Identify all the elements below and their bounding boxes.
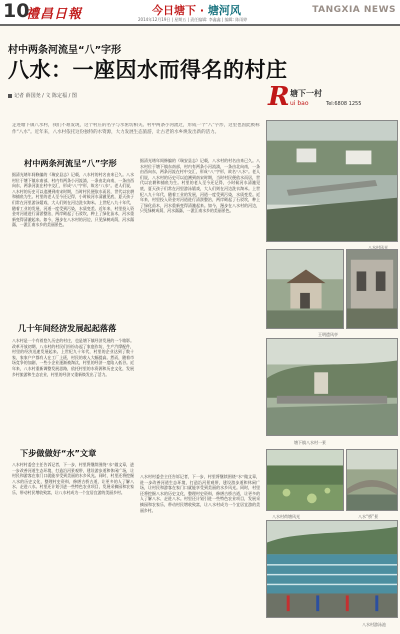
section-heading-1: 村中两条河流呈“八”字形	[24, 158, 117, 168]
column-pinyin: ui bao	[290, 100, 309, 107]
photo-pavilion	[266, 249, 344, 329]
photo-swimming-pool	[266, 520, 398, 618]
byline-text: 记者 薛国尧 / 文 陈定福 / 图	[14, 93, 77, 99]
photo-caption-1: 八水村风光	[368, 245, 388, 250]
photo-caption-5: 八水“桥”景	[358, 514, 379, 519]
section-text-1a: 据清光绪年间修编的《瑞安县志》记载，八水村的村名由来已久。八水村位于塘下镇东南部，村内有两条小河流淌，一条由北向南，一条由西向东，两条河流在村中交汇，形成“八”字形，故名“八水”。老人们说，八水村的历史可以追溯到南宋时期，当时村民便依水而居，世代以农耕和捕鱼为生。村里的老人至今还记得，小时候河水清澈见底，夏天孩子们常在河里游泳嬉戏，大人们则在河边洗衣淘米。上世纪八九十年代，随着工业的发展，河道一度受到污染，水质变差。近年来，村里投入资金对河道进行清淤整治，两岸砌起了石驳坎，种上了绿化苗木，河水重新变得清澈起来。如今，漫步在八水村的河边，只见绿树成荫，河水潺潺，一派江南水乡的美丽景色。	[12, 172, 134, 228]
section-heading-2: 几十年间经济发展起起落落	[18, 323, 117, 333]
photo-lotus-pond	[266, 449, 344, 511]
photo-bridge	[346, 449, 398, 511]
column-initial: R	[268, 82, 290, 112]
photo-village-scene	[266, 338, 398, 436]
masthead	[0, 0, 400, 26]
photo-village-river	[266, 120, 398, 242]
photo-caption-3: 塘下镇八水村一景	[294, 440, 326, 445]
column-badge	[268, 82, 398, 114]
byline-marker	[8, 94, 12, 98]
article-byline	[8, 92, 77, 99]
column-name: 塘下一村	[290, 89, 322, 98]
column-tel: Tel:6808 1255	[326, 101, 362, 107]
page-number: 10	[3, 0, 30, 22]
section-prefix: 今日塘下 ·	[152, 4, 208, 17]
newspaper-logo: 禮昌日報	[26, 7, 83, 22]
article-intro: 走进塘下镇八水村，我们不难发现，这个村庄的名字与水密切相关。村中两条小河流过，形成一个“八”字形，这里也因此被称作“八水”。近年来，八水村依托这份独特的水资源，大力发展生态旅游，让古老的水乡焕发出新的活力。	[12, 123, 260, 135]
section-text-3b: 八水村村委会主任告诉记者，下一步，村里将继续围绕“水”做文章，进一步改善河道生态环境，打造沿河景观带，建设游步道和休闲广场，让村民和游客在家门口就能享受到美丽的水乡风光。同时，村里还将挖掘八水的历史文化，整理村史资料，修缮古桥古道，让更多的人了解八水、走进八水。村里还计划引进一些特色农业项目，发展采摘园和农家乐，带动村民增收致富，让八水村成为一个宜居宜游的美丽乡村。	[140, 474, 260, 513]
article-kicker: 村中两条河流呈“八”字形	[8, 45, 122, 56]
section-title	[152, 2, 241, 18]
article-headline: 八水：一座因水而得名的村庄	[8, 58, 288, 82]
section-text-2: 八水村是一个有着悠久历史的村庄，也是塘下镇经济发展的一个缩影。改革开放初期，八水村的村民们纷纷办起了家庭作坊，生产汽摩配件，村里的经济迅速发展起来。上世纪九十年代，村里的企业达到了数十家，家家户户都有人在工厂上班，村民的收入大幅提高。然而，随着市场竞争的加剧，一些小企业逐渐被淘汰，村里的经济一度陷入低谷。近年来，八水村重新调整发展思路，依托村里的水资源和历史文化，发展乡村旅游和生态农业，村里的经济又重新焕发出了活力。	[12, 338, 134, 377]
photo-caption-4: 八水村荷塘风光	[272, 514, 300, 519]
section-name: 塘河风	[207, 4, 241, 17]
dateline: 2014年12月19日 | 星期五 | 责任编辑: 李鑫鑫 | 编辑: 陈雨婷	[138, 17, 248, 22]
edition-label: TANGXIA NEWS	[312, 5, 396, 15]
section-text-3: 八水村村委会主任告诉记者，下一步，村里将继续围绕“水”做文章，进一步改善河道生态环境，打造沿河景观带，建设游步道和休闲广场，让村民和游客在家门口就能享受到美丽的水乡风光。同时，村里还将挖掘八水的历史文化，整理村史资料，修缮古桥古道，让更多的人了解八水、走进八水。村里还计划引进一些特色农业项目，发展采摘园和农家乐，带动村民增收致富，让八水村成为一个宜居宜游的美丽乡村。	[12, 462, 134, 495]
photo-caption-6: 八水村游泳池	[362, 622, 386, 627]
photo-caption-2: 王明遗风亭	[318, 332, 338, 337]
section-heading-3: 下步做做好“水”文章	[20, 448, 97, 458]
photo-old-house	[346, 249, 398, 329]
masthead-rule	[0, 24, 400, 26]
section-text-1b: 据清光绪年间修编的《瑞安县志》记载，八水村的村名由来已久。八水村位于塘下镇东南部，村内有两条小河流淌，一条由北向南，一条由西向东，两条河流在村中交汇，形成“八”字形，故名“八水”。老人们说，八水村的历史可以追溯到南宋时期，当时村民便依水而居，世代以农耕和捕鱼为生。村里的老人至今还记得，小时候河水清澈见底，夏天孩子们常在河里游泳嬉戏，大人们则在河边洗衣淘米。上世纪八九十年代，随着工业的发展，河道一度受到污染，水质变差。近年来，村里投入资金对河道进行清淤整治，两岸砌起了石驳坎，种上了绿化苗木，河水重新变得清澈起来。如今，漫步在八水村的河边，只见绿树成荫，河水潺潺，一派江南水乡的美丽景色。	[140, 158, 260, 214]
